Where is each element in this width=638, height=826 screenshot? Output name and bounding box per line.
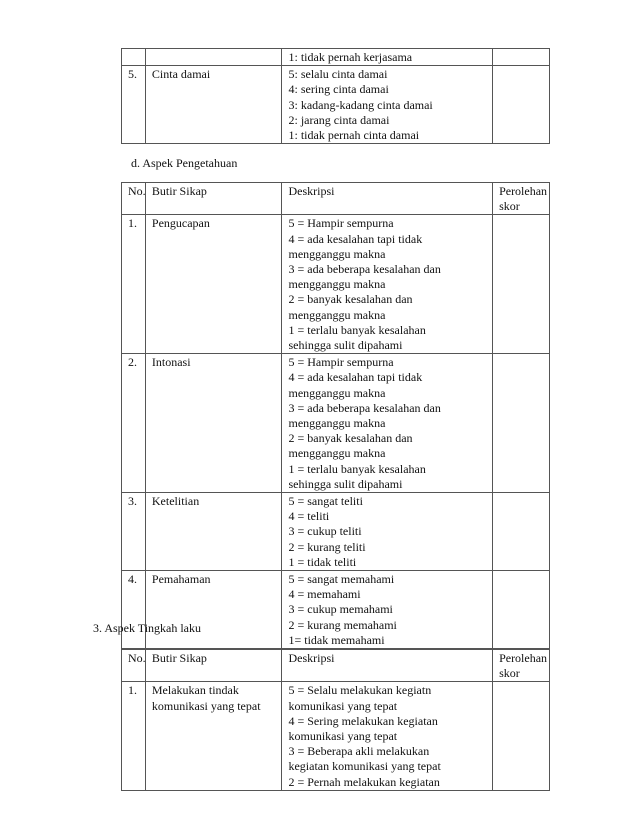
- deskripsi-line: mengganggu makna: [288, 416, 386, 431]
- deskripsi-line: 5 = sangat teliti: [288, 494, 363, 509]
- cell-butir-sikap: Cinta damai: [145, 66, 282, 144]
- deskripsi-line: 1= tidak memahami: [288, 632, 385, 647]
- deskripsi-line: 3 = cukup teliti: [288, 524, 362, 539]
- cell-perolehan-skor: [493, 571, 550, 649]
- deskripsi-line: 2: jarang cinta damai: [288, 112, 390, 127]
- cell-butir-sikap: Pengucapan: [145, 215, 282, 354]
- table-row: [122, 571, 550, 649]
- cell-no: 4.: [122, 571, 146, 649]
- table-aspek-pengetahuan: [121, 182, 550, 649]
- table-row: [122, 215, 550, 354]
- cell-butir-sikap: Ketelitian: [145, 493, 282, 571]
- table-row: [122, 682, 550, 790]
- cell-butir-sikap: Intonasi: [145, 354, 282, 493]
- cell-perolehan-skor: [493, 354, 550, 493]
- header-deskripsi: Deskripsi: [282, 183, 493, 215]
- heading-aspek-tingkah-laku: 3. Aspek Tingkah laku: [93, 621, 202, 635]
- deskripsi-line: mengganggu makna: [288, 385, 386, 400]
- deskripsi-line: mengganggu makna: [288, 277, 386, 292]
- header-butir-sikap: Butir Sikap: [145, 650, 282, 682]
- deskripsi-line: 1: tidak pernah cinta damai: [288, 128, 420, 143]
- cell-deskripsi: [282, 49, 493, 66]
- deskripsi-line: 4: sering cinta damai: [288, 82, 389, 97]
- table-row: [122, 49, 550, 66]
- cell-deskripsi: [282, 354, 493, 493]
- deskripsi-line: 2 = banyak kesalahan dan: [288, 431, 413, 446]
- deskripsi-line: 3 = Beberapa akli melakukan: [288, 744, 430, 759]
- deskripsi-line: 1: tidak pernah kerjasama: [288, 50, 413, 64]
- deskripsi-line: 4 = ada kesalahan tapi tidak: [288, 231, 423, 246]
- cell-no: 1.: [122, 215, 146, 354]
- table-row: [122, 493, 550, 571]
- cell-perolehan-skor: [493, 215, 550, 354]
- deskripsi-line: 1 = terlalu banyak kesalahan: [288, 461, 426, 476]
- deskripsi-line: 4 = teliti: [288, 509, 330, 524]
- deskripsi-line: 3 = ada beberapa kesalahan dan: [288, 400, 441, 415]
- cell-perolehan-skor: [493, 682, 550, 790]
- table-aspek-tingkah-laku: [121, 649, 550, 791]
- deskripsi-line: 2 = kurang teliti: [288, 539, 366, 554]
- cell-butir-sikap: Melakukan tindak komunikasi yang tepat: [145, 682, 282, 790]
- deskripsi-line: sehingga sulit dipahami: [288, 338, 403, 353]
- cell-deskripsi: [282, 66, 493, 144]
- deskripsi-line: 1 = tidak teliti: [288, 554, 357, 569]
- cell-butir-sikap: [145, 49, 282, 66]
- table-row: [122, 354, 550, 493]
- deskripsi-line: 5: selalu cinta damai: [288, 67, 388, 82]
- deskripsi-line: 1 = terlalu banyak kesalahan: [288, 322, 426, 337]
- deskripsi-line: 4 = ada kesalahan tapi tidak: [288, 370, 423, 385]
- deskripsi-line: 4 = Sering melakukan kegiatan: [288, 713, 438, 728]
- header-no: No.: [122, 650, 146, 682]
- cell-deskripsi: [282, 682, 493, 790]
- deskripsi-line: kegiatan komunikasi yang tepat: [288, 759, 441, 774]
- header-deskripsi: Deskripsi: [282, 650, 493, 682]
- deskripsi-line: 5 = sangat memahami: [288, 572, 395, 587]
- cell-perolehan-skor: [493, 49, 550, 66]
- table-row: [122, 66, 550, 144]
- table-sikap-continued: [121, 48, 550, 144]
- deskripsi-line: 4 = memahami: [288, 587, 361, 602]
- cell-butir-sikap: Pemahaman: [145, 571, 282, 649]
- header-perolehan-skor: Perolehan skor: [493, 650, 550, 682]
- deskripsi-line: 3: kadang-kadang cinta damai: [288, 97, 433, 112]
- deskripsi-line: 5 = Hampir sempurna: [288, 216, 394, 231]
- deskripsi-line: komunikasi yang tepat: [288, 729, 398, 744]
- header-no: No.: [122, 183, 146, 215]
- cell-no: 5.: [122, 66, 146, 144]
- deskripsi-line: mengganggu makna: [288, 246, 386, 261]
- cell-deskripsi: [282, 215, 493, 354]
- cell-perolehan-skor: [493, 66, 550, 144]
- deskripsi-line: sehingga sulit dipahami: [288, 476, 403, 491]
- table-header-row: [122, 183, 550, 215]
- cell-perolehan-skor: [493, 493, 550, 571]
- heading-aspek-pengetahuan: d. Aspek Pengetahuan: [131, 156, 238, 170]
- cell-no: 1.: [122, 682, 146, 790]
- deskripsi-line: 5 = Selalu melakukan kegiatn: [288, 683, 432, 698]
- deskripsi-line: 3 = ada beberapa kesalahan dan: [288, 262, 441, 277]
- header-butir-sikap: Butir Sikap: [145, 183, 282, 215]
- deskripsi-line: 2 = banyak kesalahan dan: [288, 292, 413, 307]
- deskripsi-line: 5 = Hampir sempurna: [288, 355, 394, 370]
- cell-deskripsi: [282, 493, 493, 571]
- cell-deskripsi: [282, 571, 493, 649]
- deskripsi-line: mengganggu makna: [288, 446, 386, 461]
- deskripsi-line: mengganggu makna: [288, 307, 386, 322]
- deskripsi-line: 3 = cukup memahami: [288, 602, 393, 617]
- header-perolehan-skor: Perolehan skor: [493, 183, 550, 215]
- deskripsi-line: komunikasi yang tepat: [288, 698, 398, 713]
- cell-no: 2.: [122, 354, 146, 493]
- table-header-row: [122, 650, 550, 682]
- deskripsi-line: 2 = kurang memahami: [288, 617, 397, 632]
- cell-no: [122, 49, 146, 66]
- cell-no: 3.: [122, 493, 146, 571]
- deskripsi-line: 2 = Pernah melakukan kegiatan: [288, 774, 440, 789]
